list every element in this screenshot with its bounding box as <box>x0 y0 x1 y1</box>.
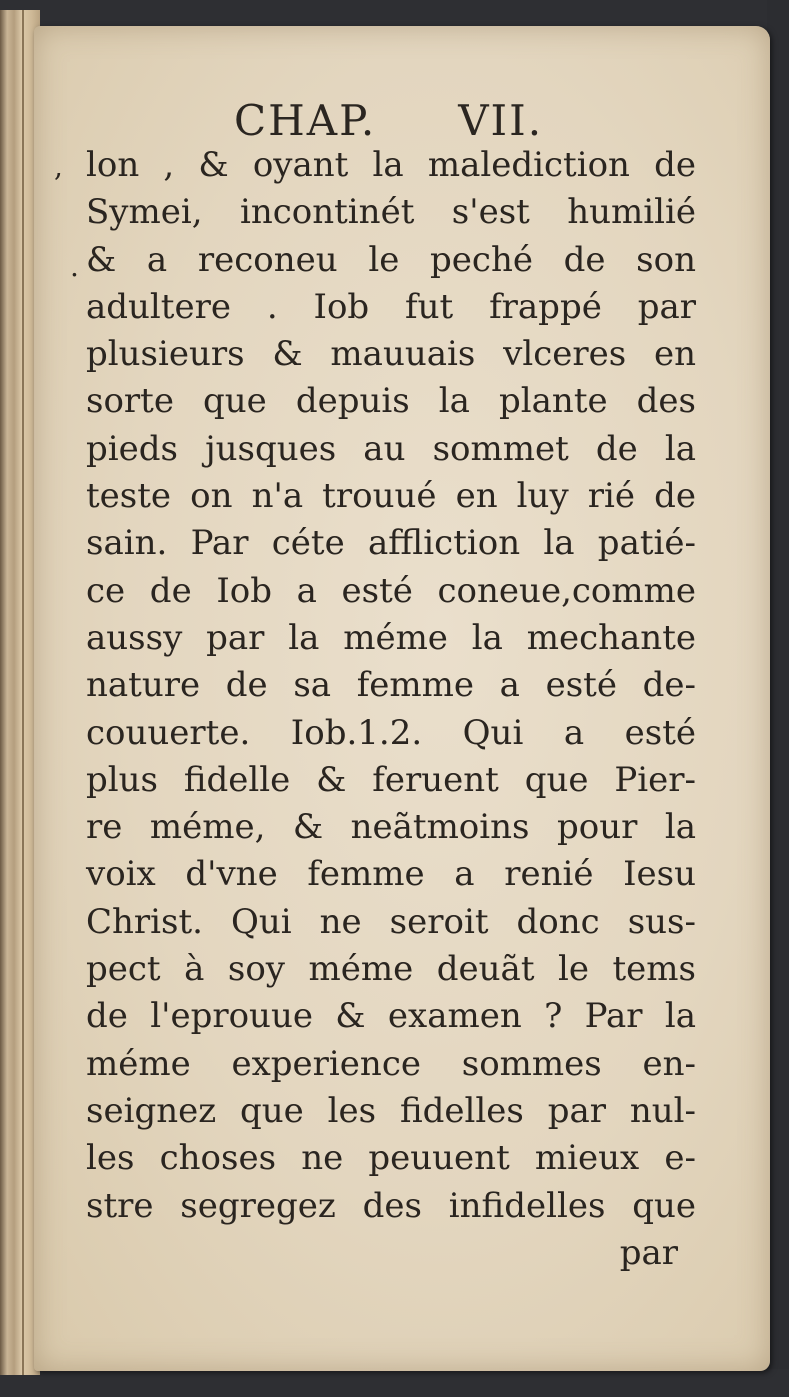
text-line: pieds jusques au sommet de la <box>86 428 696 469</box>
text-line: les choses ne peuuent mieux e- <box>86 1138 696 1179</box>
text-line: teste on n'a trouué en luy rié de <box>86 476 696 517</box>
catchword: par <box>619 1232 678 1273</box>
text-line: sorte que depuis la plante des <box>86 381 696 422</box>
margin-mark: , <box>54 150 63 183</box>
chapter-label: CHAP. <box>234 96 377 145</box>
text-line: & a reconeu le peché de son <box>86 239 696 280</box>
spine-edge <box>22 10 24 1375</box>
scan-backdrop-right <box>767 0 789 1397</box>
text-line: de l'eprouue & examen ? Par la <box>86 996 696 1037</box>
text-line: stre segregez des infidelles que <box>86 1185 696 1226</box>
text-line: méme experience sommes en- <box>86 1043 696 1084</box>
text-line: plusieurs & mauuais vlceres en <box>86 334 696 375</box>
margin-mark: . <box>70 250 79 283</box>
text-line: seignez que les fidelles par nul- <box>86 1090 696 1131</box>
text-line: nature de sa femme a esté de- <box>86 665 696 706</box>
text-line: aussy par la méme la mechante <box>86 617 696 658</box>
text-line: pect à soy méme deuãt le tems <box>86 949 696 990</box>
chapter-number: VII. <box>458 96 544 145</box>
text-line: plus fidelle & feruent que Pier- <box>86 759 696 800</box>
text-line: re méme, & neãtmoins pour la <box>86 807 696 848</box>
running-header <box>234 96 543 145</box>
text-line: couuerte. Iob.1.2. Qui a esté <box>86 712 696 753</box>
text-line: lon , & oyant la malediction de <box>86 145 696 185</box>
text-line: Symei, incontinét s'est humilié <box>86 192 696 233</box>
text-line: Christ. Qui ne seroit donc sus- <box>86 901 696 942</box>
scan-backdrop-bottom <box>0 1369 789 1397</box>
text-line: ce de Iob a esté coneue,comme <box>86 570 696 611</box>
text-line: adultere . Iob fut frappé par <box>86 286 696 327</box>
text-line: voix d'vne femme a renié Iesu <box>86 854 696 895</box>
body-text <box>86 142 696 1277</box>
text-line: sain. Par céte affliction la patié- <box>86 523 696 564</box>
